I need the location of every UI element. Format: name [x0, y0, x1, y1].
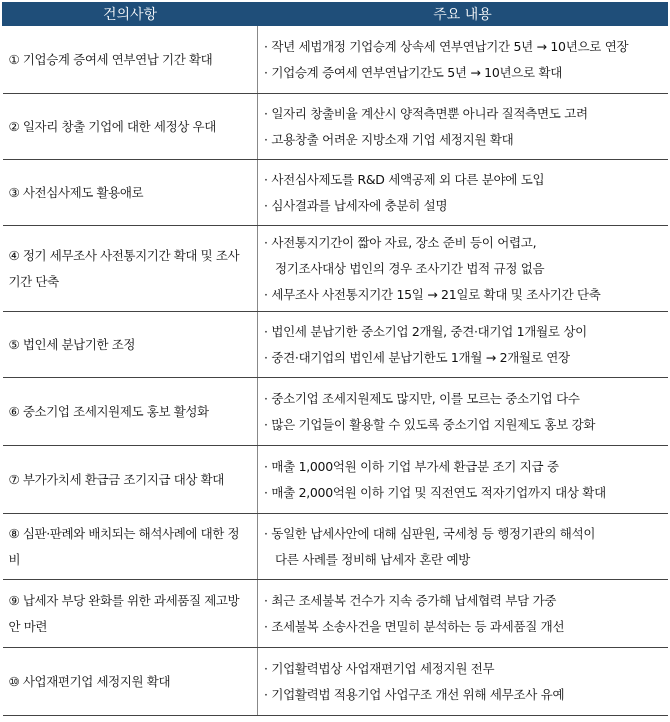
proposal-cell [3, 226, 258, 312]
table-row [3, 648, 668, 716]
table-row [3, 446, 668, 514]
bullet-line: · 세무조사 사전통지기간 15일 → 21일로 확대 및 조사기간 단축 [264, 282, 662, 308]
content-cell [258, 160, 668, 226]
content-cell [258, 648, 668, 716]
bullet-line: · 매출 2,000억원 이하 기업 및 직전연도 적자기업까지 대상 확대 [264, 480, 662, 506]
table-row [3, 580, 668, 648]
bullet-line: · 일자리 창출비율 계산시 양적측면뿐 아니라 질적측면도 고려 [264, 101, 662, 127]
proposal-cell [3, 580, 258, 648]
proposal-text: ⑧ 심판·판례와 배치되는 해석사례에 대한 정비 [8, 525, 240, 567]
table-row [3, 514, 668, 580]
content-cell [258, 446, 668, 514]
tax-proposals-table [2, 2, 668, 716]
table-row [3, 226, 668, 312]
proposal-text: ② 일자리 창출 기업에 대한 세정상 우대 [8, 118, 216, 134]
proposal-text: ⑥ 중소기업 조세지원제도 홍보 활성화 [8, 403, 209, 419]
proposal-cell [3, 160, 258, 226]
table-row [3, 94, 668, 160]
content-cell [258, 94, 668, 160]
bullet-line: · 중소기업 조세지원제도 많지만, 이를 모르는 중소기업 다수 [264, 386, 662, 412]
table-row [3, 378, 668, 446]
bullet-line: · 조세불복 소송사건을 면밀히 분석하는 등 과세품질 개선 [264, 614, 662, 640]
proposal-cell [3, 26, 258, 94]
header-main-content: 주요 내용 [258, 3, 668, 26]
content-cell [258, 226, 668, 312]
content-cell [258, 26, 668, 94]
content-cell [258, 580, 668, 648]
bullet-continuation: 정기조사대상 법인의 경우 조사기간 법적 규정 없음 [275, 260, 545, 276]
bullet-line: · 고용창출 어려운 지방소재 기업 세정지원 확대 [264, 127, 662, 153]
bullet-line: · 기업승계 증여세 연부연납기간도 5년 → 10년으로 확대 [264, 60, 662, 86]
table-row [3, 26, 668, 94]
table-row [3, 312, 668, 378]
proposal-cell [3, 94, 258, 160]
bullet-line: · 작년 세법개정 기업승계 상속세 연부연납기간 5년 → 10년으로 연장 [264, 34, 662, 60]
content-cell [258, 312, 668, 378]
proposal-text: ⑨ 납세자 부당 완화를 위한 과세품질 제고방안 마련 [8, 592, 240, 634]
content-cell [258, 514, 668, 580]
bullet-line: · 기업활력법 적용기업 사업구조 개선 위해 세무조사 유예 [264, 682, 662, 708]
proposal-cell [3, 648, 258, 716]
bullet-line: · 법인세 분납기한 중소기업 2개월, 중견·대기업 1개월로 상이 [264, 319, 662, 345]
proposal-cell [3, 446, 258, 514]
bullet-line: · 중견·대기업의 법인세 분납기한도 1개월 → 2개월로 연장 [264, 345, 662, 371]
proposal-cell [3, 514, 258, 580]
bullet-line: · 기업활력법상 사업재편기업 세정지원 전무 [264, 656, 662, 682]
bullet-line: · 사전심사제도를 R&D 세액공제 외 다른 분야에 도입 [264, 167, 662, 193]
bullet-line: · 많은 기업들이 활용할 수 있도록 중소기업 지원제도 홍보 강화 [264, 412, 662, 438]
proposal-text: ⑤ 법인세 분납기한 조정 [8, 336, 136, 352]
bullet-continuation: 다른 사례를 정비해 납세자 혼란 예방 [275, 551, 470, 567]
proposal-text: ③ 사전심사제도 활용애로 [8, 184, 144, 200]
bullet-line: · 사전통지기간이 짧아 자료, 장소 준비 등이 어렵고, [264, 230, 662, 256]
bullet-line: · 동일한 납세사안에 대해 심판원, 국세청 등 행정기관의 해석이 [264, 521, 662, 547]
header-proposal: 건의사항 [3, 3, 258, 26]
table-row [3, 160, 668, 226]
content-cell [258, 378, 668, 446]
bullet-line: · 최근 조세불복 건수가 지속 증가해 납세협력 부담 가중 [264, 588, 662, 614]
proposal-text: ⑩ 사업재편기업 세정지원 확대 [8, 673, 171, 689]
proposal-cell [3, 378, 258, 446]
bullet-line: · 매출 1,000억원 이하 기업 부가세 환급분 조기 지급 중 [264, 454, 662, 480]
proposal-cell [3, 312, 258, 378]
proposal-text: ① 기업승계 증여세 연부연납 기간 확대 [8, 51, 213, 67]
proposal-text: ⑦ 부가가치세 환급금 조기지급 대상 확대 [8, 471, 224, 487]
proposal-text: ④ 정기 세무조사 사전통지기간 확대 및 조사기간 단축 [8, 247, 240, 289]
bullet-line: · 심사결과를 납세자에 충분히 설명 [264, 193, 662, 219]
table-header-row [3, 3, 668, 26]
